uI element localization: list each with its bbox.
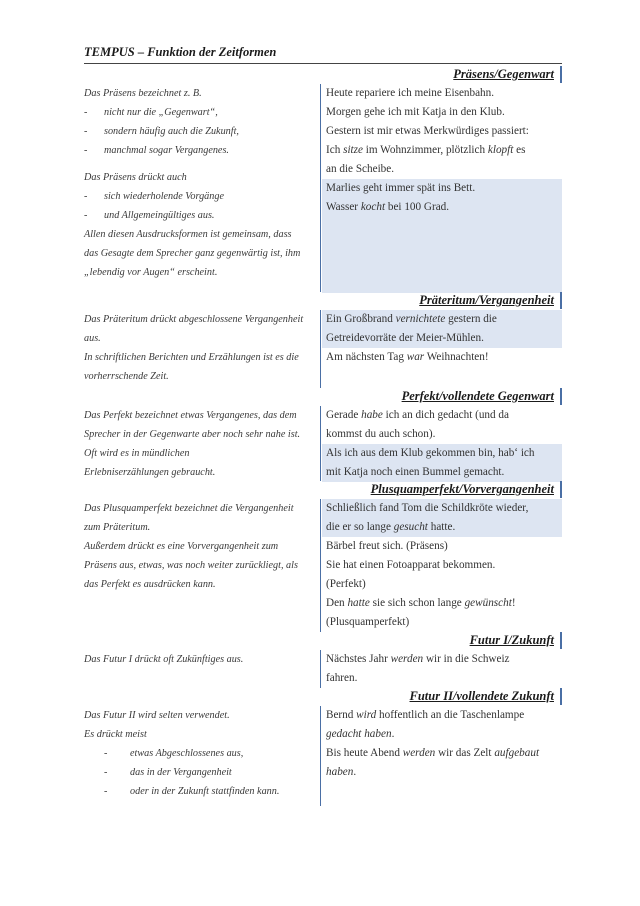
example-line: [326, 367, 562, 386]
column-divider: [320, 650, 321, 688]
bullet-text: sich wiederholende Vorgänge: [104, 191, 224, 202]
highlighted-example: [322, 444, 562, 482]
explanation-line: Das Präteritum drückt abgeschlossene Vergangenheit: [84, 314, 304, 325]
example-text: Bernd: [326, 709, 357, 721]
explanation-text: [84, 406, 312, 482]
verb-form: haben: [326, 766, 354, 778]
explanation-line: [84, 763, 312, 782]
example-sentences: [322, 84, 562, 293]
example-line: [326, 84, 562, 103]
example-text: (Plusquamperfekt): [326, 616, 410, 628]
example-line: [326, 463, 562, 482]
explanation-text: [84, 499, 312, 594]
explanation-line: Präsens aus, etwas, was noch weiter zurückliegt, als: [84, 560, 298, 571]
bullet-text: oder in der Zukunft stattfinden kann.: [130, 786, 280, 797]
highlighted-example: [322, 499, 562, 537]
column-divider: [320, 310, 321, 388]
explanation-line: Das Futur I drückt oft Zukünftiges aus.: [84, 654, 244, 665]
explanation-line: Oft wird es in mündlichen: [84, 448, 190, 459]
example-line: [326, 556, 562, 575]
example-line: [326, 669, 562, 688]
example-text: sie sich schon lange: [369, 597, 465, 609]
example-text: Getreidevorräte der Meier-Mühlen.: [326, 332, 484, 344]
example-text: die er so lange: [326, 521, 394, 533]
explanation-line: [84, 187, 312, 206]
explanation-line: „lebendig vor Augen“ erscheint.: [84, 267, 218, 278]
example-text: es: [513, 144, 526, 156]
explanation-line: Das Präsens bezeichnet z. B.: [84, 88, 202, 99]
example-block: [322, 84, 562, 179]
bullet-text: das in der Vergangenheit: [130, 767, 232, 778]
bullet-text: nicht nur die „Gegenwart“,: [104, 107, 218, 118]
example-sentences: [322, 406, 562, 482]
bullet-text: etwas Abgeschlossenes aus,: [130, 748, 244, 759]
bullet-dash: -: [104, 786, 108, 797]
explanation-line: vorherrschende Zeit.: [84, 371, 169, 382]
bullet-text: und Allgemeingültiges aus.: [104, 210, 215, 221]
example-text: im Wohnzimmer, plötzlich: [362, 144, 488, 156]
column-divider: [320, 706, 321, 806]
section-heading: Präsens/Gegenwart: [453, 66, 562, 83]
example-text: Ein Großbrand: [326, 313, 396, 325]
example-line: [326, 198, 562, 217]
example-text: hatte.: [427, 521, 456, 533]
bullet-text: manchmal sogar Vergangenes.: [104, 145, 229, 156]
example-text: Nächstes Jahr: [326, 653, 391, 665]
section-heading: Futur II/vollendete Zukunft: [410, 688, 562, 705]
section-heading: Präteritum/Vergangenheit: [419, 292, 562, 309]
highlighted-example: [322, 179, 562, 293]
explanation-line: Allen diesen Ausdrucksformen ist gemeinsam, dass: [84, 229, 292, 240]
verb-form: vernichtete: [395, 313, 446, 325]
verb-form: hatte: [347, 597, 370, 609]
verb-form: werden: [402, 747, 436, 759]
explanation-line: Das Perfekt bezeichnet etwas Vergangenes, das dem: [84, 410, 297, 421]
example-text: kommst du auch schon).: [326, 428, 436, 440]
explanation-line: Das Futur II wird selten verwendet.: [84, 710, 230, 721]
verb-form: habe: [361, 409, 383, 421]
explanation-text: [84, 706, 312, 801]
example-line: [326, 406, 562, 425]
example-text: gestern die: [445, 313, 497, 325]
bullet-text: sondern häufig auch die Zukunft,: [104, 126, 239, 137]
example-sentences: [322, 499, 562, 632]
example-line: [326, 518, 562, 537]
verb-form: sitze: [343, 144, 363, 156]
verb-form: wird: [356, 709, 377, 721]
section-heading: Perfekt/vollendete Gegenwart: [402, 388, 562, 405]
example-line: [326, 122, 562, 141]
example-text: ich an dich gedacht (und da: [382, 409, 509, 421]
example-block: [322, 537, 562, 632]
verb-form: gesucht: [393, 521, 428, 533]
example-line: [326, 310, 562, 329]
bullet-dash: -: [84, 107, 88, 118]
example-line: [326, 179, 562, 198]
example-line: [326, 706, 562, 725]
example-text: mit Katja noch einen Bummel gemacht.: [326, 466, 505, 478]
example-text: Gerade: [326, 409, 362, 421]
example-text: Den: [326, 597, 348, 609]
example-text: wir in die Schweiz: [423, 653, 510, 665]
example-line: [326, 613, 562, 632]
bullet-dash: -: [104, 767, 108, 778]
explanation-line: [84, 744, 312, 763]
explanation-line: Das Plusquamperfekt bezeichnet die Vergangenheit: [84, 503, 294, 514]
example-text: bei 100 Grad.: [385, 201, 450, 213]
example-text: Heute repariere ich meine Eisenbahn.: [326, 87, 495, 99]
example-line: [326, 274, 562, 293]
section-heading: Futur I/Zukunft: [470, 632, 562, 649]
example-line: [326, 499, 562, 518]
explanation-line: Es drückt meist: [84, 729, 147, 740]
example-text: hoffentlich an die Taschenlampe: [376, 709, 525, 721]
example-text: !: [511, 597, 516, 609]
example-text: fahren.: [326, 672, 358, 684]
explanation-line: aus.: [84, 333, 101, 344]
example-text: Weihnachten!: [424, 351, 489, 363]
explanation-line: [84, 206, 312, 225]
example-block: [322, 650, 562, 688]
highlighted-example: [322, 310, 562, 348]
explanation-line: In schriftlichen Berichten und Erzählungen ist es die: [84, 352, 299, 363]
example-sentences: [322, 310, 562, 386]
section-heading: Plusquamperfekt/Vorvergangenheit: [371, 481, 562, 498]
verb-form: war: [406, 351, 425, 363]
bullet-dash: -: [84, 145, 88, 156]
example-line: [326, 236, 562, 255]
title-underline: [84, 63, 562, 64]
example-block: [322, 348, 562, 386]
example-text: Bärbel freut sich. (Präsens): [326, 540, 448, 552]
column-divider: [320, 84, 321, 292]
example-line: [326, 594, 562, 613]
example-block: [322, 706, 562, 801]
example-text: Sie hat einen Fotoapparat bekommen.: [326, 559, 496, 571]
explanation-text: [84, 84, 312, 282]
example-line: [326, 329, 562, 348]
example-line: [326, 103, 562, 122]
explanation-line: [84, 122, 312, 141]
example-line: [326, 425, 562, 444]
example-line: [326, 782, 562, 801]
explanation-line: [84, 103, 312, 122]
example-text: Schließlich fand Tom die Schildkröte wieder,: [326, 502, 529, 514]
verb-form: kocht: [360, 201, 386, 213]
spacer: [84, 160, 312, 168]
example-line: [326, 141, 562, 160]
example-text: .: [353, 766, 357, 778]
example-text: Marlies geht immer spät ins Bett.: [326, 182, 476, 194]
explanation-line: zum Präteritum.: [84, 522, 151, 533]
example-text: Als ich aus dem Klub gekommen bin, hab‘ ich: [326, 447, 535, 459]
example-line: [326, 725, 562, 744]
example-text: .: [391, 728, 395, 740]
example-line: [326, 217, 562, 236]
verb-form: aufgebaut: [494, 747, 540, 759]
explanation-line: das Gesagte dem Sprecher ganz gegenwärtig ist, ihm: [84, 248, 301, 259]
explanation-line: Erlebniserzählungen gebraucht.: [84, 467, 216, 478]
example-text: Ich: [326, 144, 344, 156]
example-line: [326, 650, 562, 669]
explanation-text: [84, 650, 312, 669]
column-divider: [320, 499, 321, 632]
example-text: Bis heute Abend: [326, 747, 403, 759]
example-text: Morgen gehe ich mit Katja in den Klub.: [326, 106, 505, 118]
example-line: [326, 255, 562, 274]
explanation-line: das Perfekt es ausdrücken kann.: [84, 579, 216, 590]
page-title: TEMPUS – Funktion der Zeitformen: [84, 45, 277, 59]
column-divider: [320, 406, 321, 481]
example-sentences: [322, 650, 562, 688]
explanation-line: Das Präsens drückt auch: [84, 172, 187, 183]
example-text: Am nächsten Tag: [326, 351, 407, 363]
example-text: Gestern ist mir etwas Merkwürdiges passiert:: [326, 125, 529, 137]
verb-form: klopft: [487, 144, 514, 156]
explanation-line: [84, 141, 312, 160]
bullet-dash: -: [104, 748, 108, 759]
example-text: (Perfekt): [326, 578, 366, 590]
explanation-line: [84, 782, 312, 801]
explanation-text: [84, 310, 312, 386]
verb-form: werden: [390, 653, 424, 665]
verb-form: gedacht haben: [326, 728, 392, 740]
example-line: [326, 744, 562, 763]
example-text: Wasser: [326, 201, 361, 213]
example-text: an die Scheibe.: [326, 163, 395, 175]
bullet-dash: -: [84, 210, 88, 221]
example-line: [326, 444, 562, 463]
bullet-dash: -: [84, 126, 88, 137]
verb-form: gewünscht: [464, 597, 512, 609]
bullet-dash: -: [84, 191, 88, 202]
example-line: [326, 348, 562, 367]
example-sentences: [322, 706, 562, 801]
example-line: [326, 575, 562, 594]
explanation-line: Sprecher in der Gegenwarte aber noch sehr nahe ist.: [84, 429, 301, 440]
example-line: [326, 763, 562, 782]
example-line: [326, 537, 562, 556]
example-block: [322, 406, 562, 444]
example-line: [326, 160, 562, 179]
example-text: wir das Zelt: [435, 747, 495, 759]
explanation-line: Außerdem drückt es eine Vorvergangenheit zum: [84, 541, 279, 552]
